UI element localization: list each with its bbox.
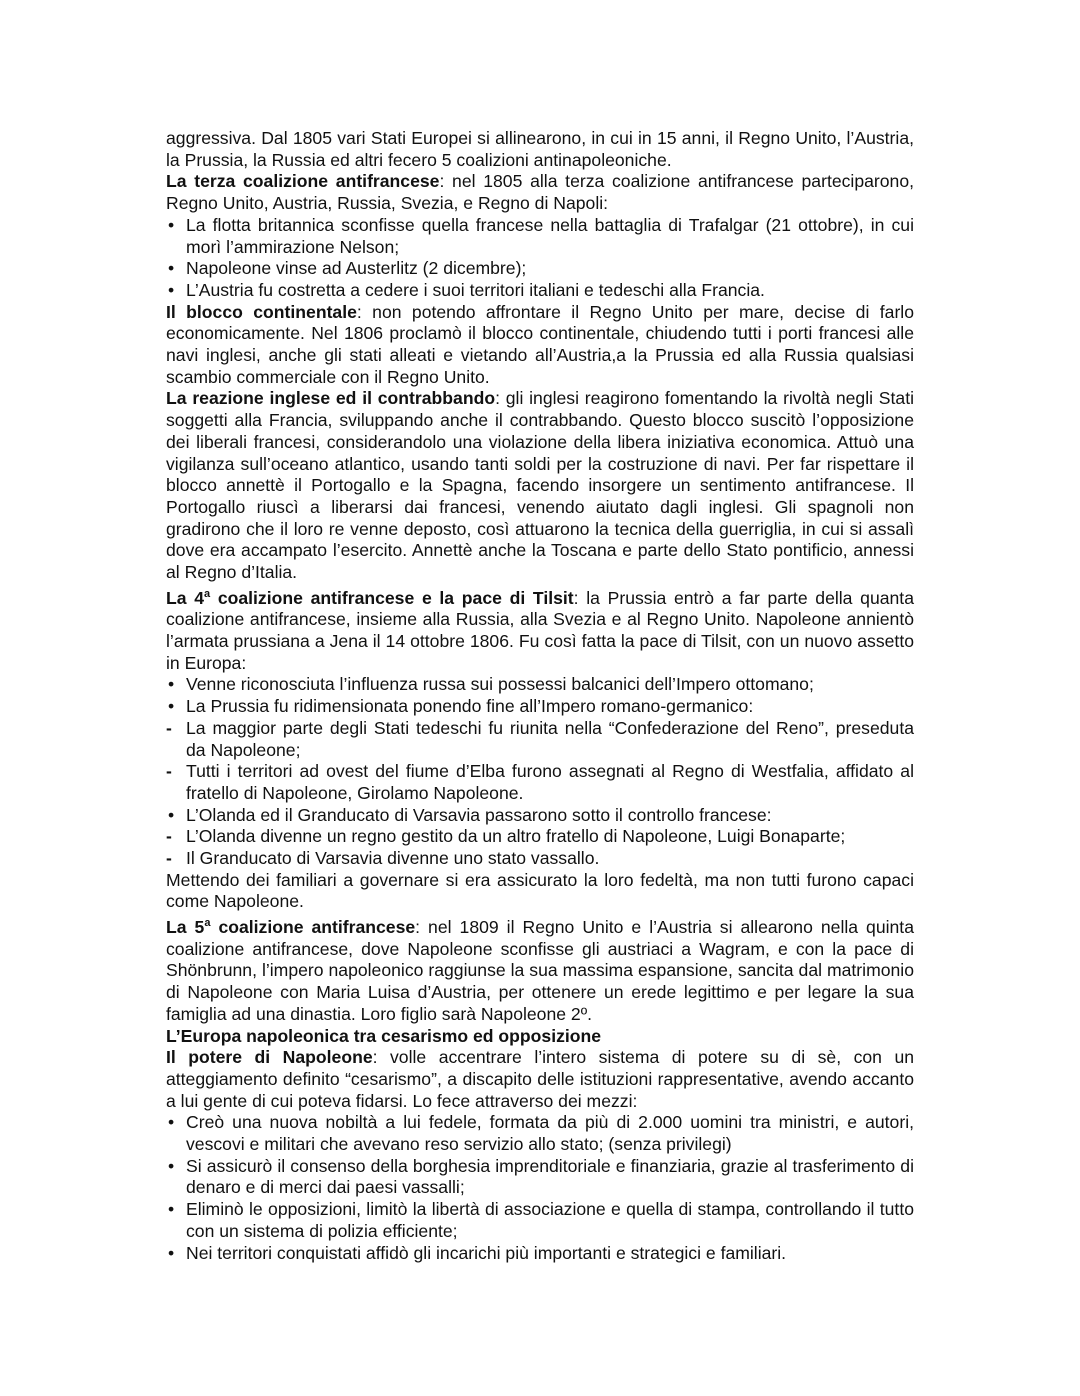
fourth-coalition-heading bbox=[166, 588, 574, 608]
list-item-text: Il Granducato di Varsavia divenne uno stato vassallo. bbox=[186, 848, 600, 869]
list-item-text: Creò una nuova nobiltà a lui fedele, formata da più di 2.000 uomini tra ministri, e autori, vescovi e militari che avevano reso servizio allo stato; (senza privilegi) bbox=[186, 1112, 914, 1155]
third-coalition-paragraph bbox=[166, 171, 914, 214]
dash-icon: - bbox=[166, 717, 172, 738]
heading-part: coalizione antifrancese e la pace di Tilsit bbox=[210, 587, 574, 608]
continental-blockade-heading: Il blocco continentale bbox=[166, 301, 357, 322]
napoleon-power-heading: Il potere di Napoleone bbox=[166, 1047, 373, 1068]
list-item bbox=[166, 1156, 914, 1199]
dash-icon: - bbox=[166, 761, 172, 782]
list-item-text: Si assicurò il consenso della borghesia imprenditoriale e finanziaria, grazie al trasferimento di denaro e di merci dai paesi vassalli; bbox=[186, 1155, 914, 1198]
list-item-text: Eliminò le opposizioni, limitò la libertà di associazione e quella di stampa, controllando il tutto con un sistema di polizia efficiente; bbox=[186, 1199, 914, 1241]
list-item-text: La Prussia fu ridimensionata ponendo fine all’Impero romano-germanico: bbox=[186, 696, 754, 717]
third-coalition-heading: La terza coalizione antifrancese bbox=[166, 171, 440, 192]
bullet-icon: • bbox=[168, 279, 175, 300]
fourth-coalition-paragraph bbox=[166, 584, 914, 675]
bullet-icon: • bbox=[168, 1112, 175, 1133]
english-reaction-heading: La reazione inglese ed il contrabbando bbox=[166, 388, 496, 409]
list-item bbox=[166, 718, 914, 761]
fifth-coalition-paragraph bbox=[166, 913, 914, 1025]
list-item bbox=[166, 848, 914, 870]
list-item-text: Napoleone vinse ad Austerlitz (2 dicembre); bbox=[186, 258, 527, 279]
list-item bbox=[166, 1243, 914, 1265]
napoleon-power-paragraph bbox=[166, 1047, 914, 1112]
superscript: a bbox=[204, 917, 211, 930]
list-item bbox=[166, 674, 914, 696]
list-item bbox=[166, 696, 914, 718]
fourth-coalition-text: : la Prussia entrò a far parte della quanta coalizione antifrancese, insieme alla Russia, alla Svezia e al Regno Unito. Napoleone annientò l’armata prussiana a Jena il 14 ottobre 1806. Fu così fatta la pace di Tilsit, con un nuovo assetto in Europa: bbox=[166, 587, 914, 673]
napoleon-power-text: : volle accentrare l’intero sistema di potere su di sè, con un atteggiamento definito “cesarismo”, a discapito delle istituzioni rappresentative, avendo accanto a lui gente di cui poteva fidarsi. Lo fece attraverso dei mezzi: bbox=[166, 1047, 915, 1111]
continental-blockade-text: : non potendo affrontare il Regno Unito per mare, decise di farlo economicamente. Nel 1806 proclamò il blocco continentale, chiudendo tutti i porti francesi alle navi inglesi, anche gli stati alleati e vietando all’Austria,a la Prussia ed alla Russia qualsiasi scambio commerciale con il Regno Unito. bbox=[166, 301, 914, 387]
bullet-icon: • bbox=[168, 1199, 175, 1220]
list-item bbox=[166, 1112, 914, 1155]
bullet-icon: • bbox=[168, 214, 175, 235]
dash-icon: - bbox=[166, 826, 172, 847]
list-item bbox=[166, 258, 914, 280]
bullet-icon: • bbox=[168, 258, 175, 279]
list-item bbox=[166, 805, 914, 827]
english-reaction-paragraph bbox=[166, 388, 914, 583]
dash-icon: - bbox=[166, 848, 172, 869]
list-item bbox=[166, 215, 914, 258]
list-item-text: Venne riconosciuta l’influenza russa sui possessi balcanici dell’Impero ottomano; bbox=[186, 674, 814, 695]
list-item bbox=[166, 280, 914, 302]
list-item-text: La maggior parte degli Stati tedeschi fu riunita nella “Confederazione del Reno”, preseduta da Napoleone; bbox=[186, 717, 914, 760]
third-coalition-text: : nel 1805 alla terza coalizione antifrancese parteciparono, Regno Unito, Austria, Russia, Svezia, e Regno di Napoli: bbox=[166, 171, 914, 214]
continental-blockade-paragraph bbox=[166, 302, 914, 389]
bullet-icon: • bbox=[168, 1242, 175, 1263]
fifth-coalition-heading bbox=[166, 917, 415, 937]
bullet-icon: • bbox=[168, 804, 175, 825]
list-item-text: L’Austria fu costretta a cedere i suoi territori italiani e tedeschi alla Francia. bbox=[186, 279, 765, 300]
heading-part: La 4 bbox=[166, 587, 205, 608]
list-item bbox=[166, 826, 914, 848]
fifth-coalition-text: : nel 1809 il Regno Unito e l’Austria si allearono nella quinta coalizione antifrancese, dove Napoleone sconfisse gli austriaci a Wagram, e con la pace di Shönbrunn, l’impero napoleonico raggiunse la sua massima espansione, sancita dal matrimonio di Napoleone con Maria Luisa d’Austria, per ottenere un erede legittimo e per legare la sua famiglia ad una dinastia. Loro figlio sarà Napoleone 2º. bbox=[166, 917, 914, 1024]
english-reaction-text: : gli inglesi reagirono fomentando la rivoltà negli Stati soggetti alla Francia, sviluppando anche il contrabbando. Questo blocco suscitò l’opposizione dei liberali francesi, considerandolo una violazione della libera iniziativa economica. Attuò una vigilanza sull’oceano atlantico, usando tanti soldi per la costruzione di navi. Per far rispettare il blocco annettè il Portogallo e la Spagna, facendo insorgere un sentimento antifrancese. Il Portogallo riuscì a liberarsi dai francesi, venendo aiutato dagli inglesi. Gli spagnoli non gradirono che il loro re venne deposto, così attuarono la tecnica della guerriglia, in cui si assalì dove era accampato l’esercito. Annettè anche la Toscana e parte dello Stato pontificio, annessi al Regno d’Italia. bbox=[166, 388, 914, 583]
fourth-coalition-closing: Mettendo dei familiari a governare si era assicurato la loro fedeltà, ma non tutti furono capaci come Napoleone. bbox=[166, 869, 914, 912]
document-page bbox=[166, 128, 914, 1264]
heading-part: La 5 bbox=[166, 917, 205, 938]
bullet-icon: • bbox=[168, 674, 175, 695]
list-item-text: Tutti i territori ad ovest del fiume d’Elba furono assegnati al Regno di Westfalia, affidato al fratello di Napoleone, Girolamo Napoleone. bbox=[186, 761, 914, 803]
intro-paragraph: aggressiva. Dal 1805 vari Stati Europei si allinearono, in cui in 15 anni, il Regno Unito, l’Austria, la Prussia, la Russia ed altri fecero 5 coalizioni antinapoleoniche. bbox=[166, 128, 914, 170]
list-item-text: Nei territori conquistati affidò gli incarichi più importanti e strategici e familiari. bbox=[186, 1242, 787, 1263]
list-item bbox=[166, 1199, 914, 1242]
list-item-text: L’Olanda divenne un regno gestito da un altro fratello di Napoleone, Luigi Bonaparte; bbox=[186, 826, 846, 847]
bullet-icon: • bbox=[168, 696, 175, 717]
heading-part: coalizione antifrancese bbox=[210, 917, 416, 938]
list-item-text: L’Olanda ed il Granducato di Varsavia passarono sotto il controllo francese: bbox=[186, 804, 772, 825]
superscript: a bbox=[204, 587, 211, 600]
list-item bbox=[166, 761, 914, 804]
bullet-icon: • bbox=[168, 1155, 175, 1176]
list-item-text: La flotta britannica sconfisse quella francese nella battaglia di Trafalgar (21 ottobre), in cui morì l’ammirazione Nelson; bbox=[186, 214, 914, 257]
section-heading: L’Europa napoleonica tra cesarismo ed opposizione bbox=[166, 1025, 602, 1046]
